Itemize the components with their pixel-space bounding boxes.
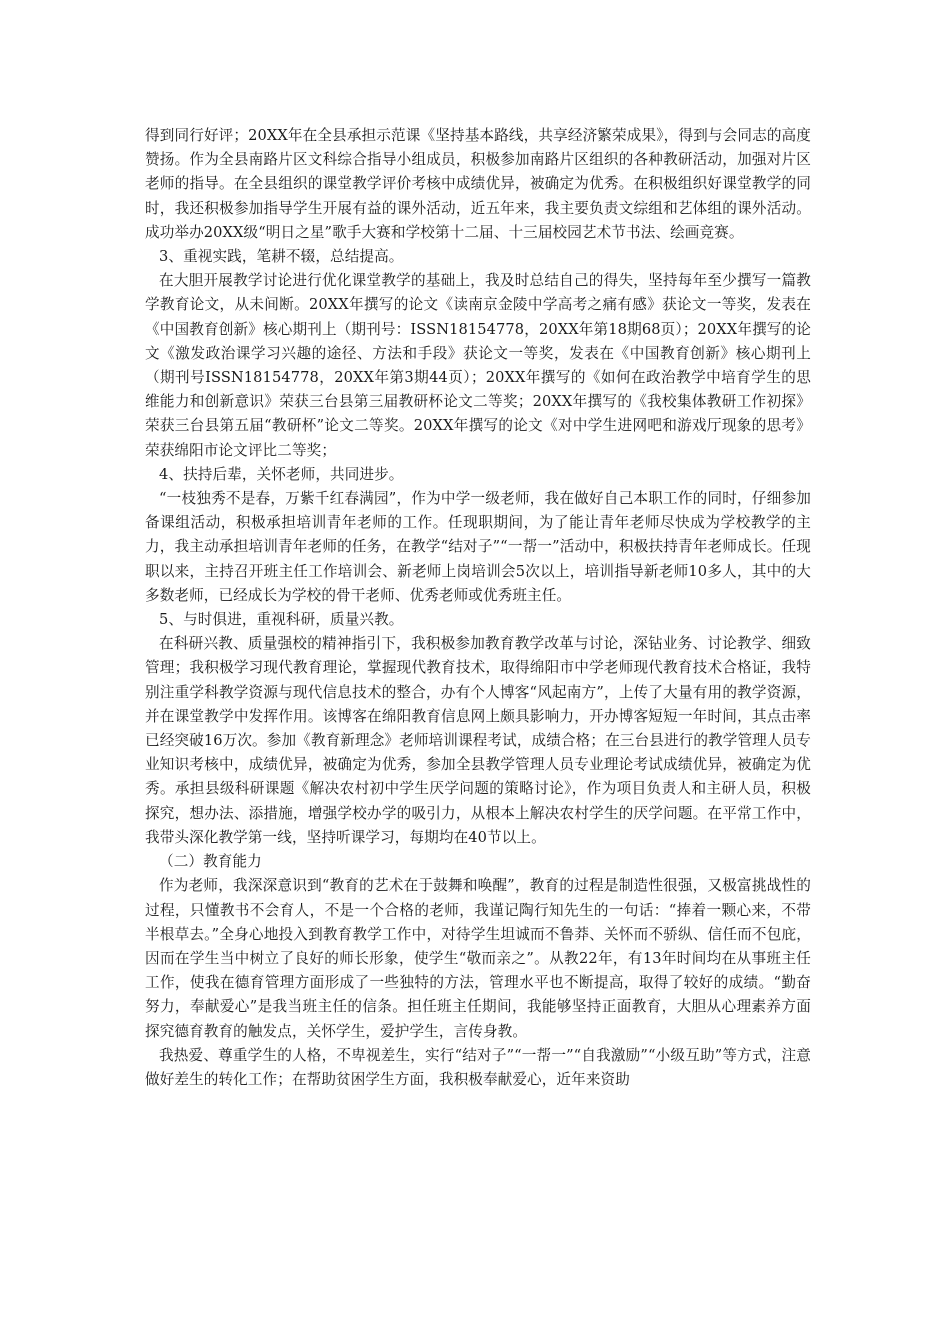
paragraph-training: “一枝独秀不是春，万紫千红春满园”，作为中学一级老师，我在做好自己本职工作的同时，仔细参加备课组活动，积极承担培训青年老师的工作。任现职期间，为了能让青年老师尽快成为学校教学的主力，我主动承担培训青年老师的任务，在教学“结对子”“一帮一”活动中，积极扶持青年老师成长。任现职以来，主持召开班主任工作培训会、新老师上岗培训会5次以上，培训指导新老师10多人，其中的大多数老师，已经成长为学校的骨干老师、优秀老师或优秀班主任。	[145, 490, 811, 604]
heading-practice: 3、重视实践，笔耕不辍，总结提高。	[159, 248, 404, 266]
paragraph-peer-review: 得到同行好评；20XX年在全县承担示范课《坚持基本路线，共享经济繁荣成果》，得到与会同志的高度赞扬。作为全县南路片区文科综合指导小组成员，积极参加南路片区组织的各种教研活动，加强对片区老师的指导。在全县组织的课堂教学评价考核中成绩优异，被确定为优秀。在积极组织好课堂教学的同时，我还积极参加指导学生开展有益的课外活动，近五年来，我主要负责文综组和艺体组的课外活动。成功举办20XX级“明日之星”歌手大赛和学校第十二届、十三届校园艺术节书法、绘画竞赛。	[145, 127, 811, 241]
document-page	[145, 124, 811, 1092]
heading-support-juniors: 4、扶持后辈，关怀老师，共同进步。	[159, 465, 404, 483]
heading-education-ability: （二）教育能力	[159, 853, 262, 871]
paragraph-research: 在科研兴教、质量强校的精神指引下，我积极参加教育教学改革与讨论，深钻业务、讨论教学、细致管理；我积极学习现代教育理论，掌握现代教育技术，取得绵阳市中学老师现代教育技术合格证，我特别注重学科教学资源与现代信息技术的整合，办有个人博客“风起南方”，上传了大量有用的教学资源，并在课堂教学中发挥作用。该博客在绵阳教育信息网上颇具影响力，开办博客短短一年时间，其点击率已经突破16万次。参加《教育新理念》老师培训课程考试，成绩合格；在三台县进行的教学管理人员专业知识考核中，成绩优异，被确定为优秀，参加全县教学管理人员专业理论考试成绩优异，被确定为优秀。承担县级科研课题《解决农村初中学生厌学问题的策略讨论》，作为项目负责人和主研人员，积极探究，想办法、添措施，增强学校办学的吸引力，从根本上解决农村学生的厌学问题。在平常工作中，我带头深化教学第一线，坚持听课学习，每期均在40节以上。	[145, 635, 811, 846]
paragraph-papers: 在大胆开展教学讨论进行优化课堂教学的基础上，我及时总结自己的得失，坚持每年至少撰写一篇教学教育论文，从未间断。20XX年撰写的论文《读南京金陵中学高考之痛有感》获论文一等奖，发表在《中国教育创新》核心期刊上（期刊号：ISSN18154778，20XX年第18期68页）；20XX年撰写的论文《激发政治课学习兴趣的途径、方法和手段》获论文一等奖，发表在《中国教育创新》核心期刊上（期刊号ISSN18154778，20XX年第3期44页）；20XX年撰写的《如何在政治教学中培育学生的思维能力和创新意识》荣获三台县第三届教研杯论文二等奖；20XX年撰写的《我校集体教研工作初探》荣获三台县第五届“教研杯”论文二等奖。20XX年撰写的论文《对中学生进网吧和游戏厅现象的思考》荣获绵阳市论文评比二等奖；	[145, 272, 811, 459]
paragraph-education-art: 作为老师，我深深意识到“教育的艺术在于鼓舞和唤醒”，教育的过程是制造性很强，又极富挑战性的过程，只懂教书不会育人，不是一个合格的老师，我谨记陶行知先生的一句话：“捧着一颗心来，不带半根草去。”全身心地投入到教育教学工作中，对待学生坦诚而不鲁莽、关怀而不骄纵、信任而不包庇，因而在学生当中树立了良好的师长形象，使学生“敬而亲之”。从教22年，有13年时间均在从事班主任工作，使我在德育管理方面形成了一些独特的方法，管理水平也不断提高，取得了较好的成绩。“勤奋努力，奉献爱心”是我当班主任的信条。担任班主任期间，我能够坚持正面教育，大胆从心理素养方面探究德育教育的触发点，关怀学生，爱护学生，言传身教。	[145, 877, 811, 1040]
paragraph-respect-students: 我热爱、尊重学生的人格，不卑视差生，实行“结对子”“一帮一”“自我激励”“小级互助”等方式，注意做好差生的转化工作；在帮助贫困学生方面，我积极奉献爱心，近年来资助	[145, 1046, 811, 1088]
heading-research: 5、与时俱进，重视科研，质量兴教。	[159, 611, 404, 629]
